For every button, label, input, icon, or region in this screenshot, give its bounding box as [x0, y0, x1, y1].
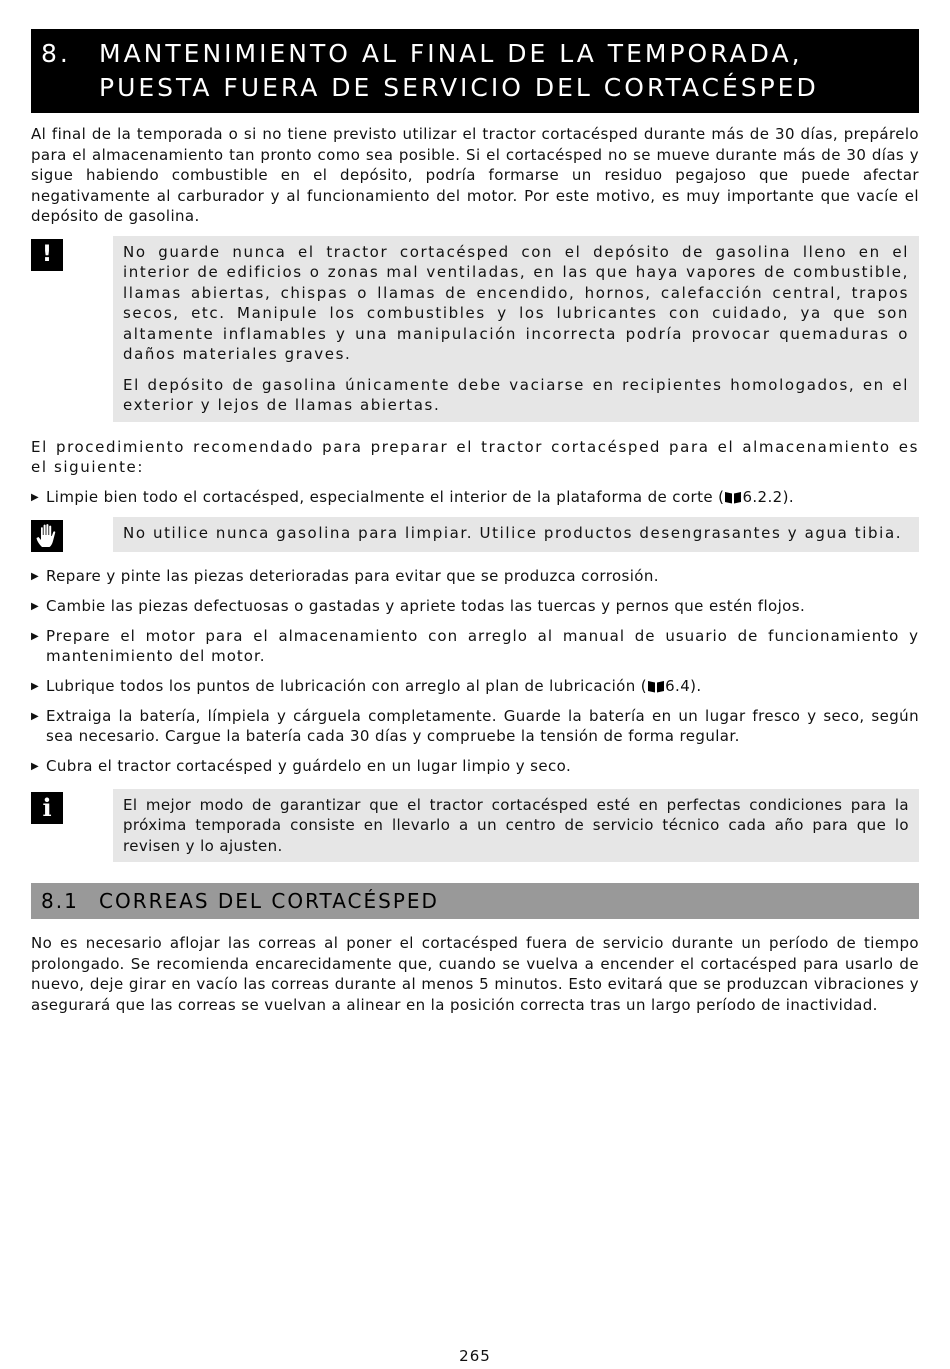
section-body: No es necesario aflojar las correas al poner el cortacésped fuera de servicio durante un período de tiempo prolongado. Se recomienda encarecidamente que, cuando se vuelva a encender el cortacésped para usarlo de nuevo, deje girar en vacío las correas durante al menos 5 minutos. Esto evitará que se produzcan vibraciones y asegurará que las correas se vuelvan a alinear en la posición correcta tras un largo período de inactividad.: [31, 934, 919, 1014]
stop-note-text: No utilice nunca gasolina para limpiar. Utilice productos desengrasantes y agua tibia.: [123, 523, 903, 542]
page-number: 265: [459, 1347, 491, 1365]
book-icon: [724, 491, 742, 503]
step-7-text: Cubra el tractor cortacésped y guárdelo en un lugar limpio y seco.: [46, 756, 572, 775]
step-6-text: Extraiga la batería, límpiela y cárguela completamente. Guarde la batería en un lugar fresco y seco, según sea necesario. Cargue la batería cada 30 días y compruebe la tensión de forma regular.: [46, 706, 919, 745]
step-3: [31, 596, 919, 617]
bullet-arrow-icon: ▶: [31, 630, 40, 642]
section-number: 8.1: [41, 889, 79, 913]
chapter-title: [31, 29, 919, 113]
bullet-arrow-icon: ▶: [31, 760, 40, 772]
step-1-text: Limpie bien todo el cortacésped, especialmente el interior de la plataforma de corte (: [46, 487, 725, 506]
stop-box: [113, 517, 919, 552]
step-7: [31, 756, 919, 777]
step-2-text: Repare y pinte las piezas deterioradas para evitar que se produzca corrosión.: [46, 566, 659, 585]
chapter-title-line1: MANTENIMIENTO AL FINAL DE LA TEMPORADA,: [99, 39, 803, 68]
book-icon: [647, 680, 665, 692]
bullet-arrow-icon: ▶: [31, 680, 40, 692]
step-5-text: Lubrique todos los puntos de lubricación con arreglo al plan de lubricación (: [46, 676, 648, 695]
warning-paragraph-2: El depósito de gasolina únicamente debe vaciarse en recipientes homologados, en el exterior y lejos de llamas abiertas.: [123, 375, 909, 414]
info-box: [113, 789, 919, 863]
bullet-arrow-icon: ▶: [31, 491, 40, 503]
warning-note: [31, 236, 919, 422]
hand-stop-icon: [31, 520, 63, 552]
step-4-text: Prepare el motor para el almacenamiento con arreglo al manual de usuario de funcionamiento y mantenimiento del motor.: [46, 626, 919, 665]
step-3-text: Cambie las piezas defectuosas o gastadas y apriete todas las tuercas y pernos que estén flojos.: [46, 596, 806, 615]
step-5: [31, 676, 919, 697]
warning-box: [113, 236, 919, 422]
bullet-arrow-icon: ▶: [31, 570, 40, 582]
step-5-suffix: ).: [690, 676, 702, 695]
info-note: [31, 789, 919, 863]
info-note-text: El mejor modo de garantizar que el tractor cortacésped esté en perfectas condiciones para la próxima temporada consiste en llevarlo a un centro de servicio técnico cada año para que lo revisen y lo ajusten.: [123, 795, 909, 855]
step-4: [31, 626, 919, 667]
procedure-intro: El procedimiento recomendado para preparar el tractor cortacésped para el almacenamiento es el siguiente:: [31, 437, 919, 476]
exclamation-icon: !: [31, 239, 63, 271]
stop-note: [31, 517, 919, 552]
step-2: [31, 566, 919, 587]
step-1-suffix: ).: [782, 487, 795, 506]
warning-paragraph-1: No guarde nunca el tractor cortacésped con el depósito de gasolina lleno en el interior de edificios o zonas mal ventiladas, en las que haya vapores de combustible, llamas abiertas, chispas o llamas de encendido, hornos, calefacción central, trapos secos, etc. Manipule los combustibles y los lubricantes con cuidado, ya que son altamente inflamables y una manipulación incorrecta podría provocar quemaduras o daños materiales graves.: [123, 242, 909, 363]
step-5-ref: 6.4: [665, 676, 691, 695]
chapter-number: 8.: [41, 39, 71, 68]
intro-paragraph: Al final de la temporada o si no tiene previsto utilizar el tractor cortacésped durante más de 30 días, prepárelo para el almacenamiento tan pronto como sea posible. Si el cortacésped no se mueve durante más de 30 días y sigue habiendo combustible en el depósito, podría formarse un residuo pegajoso que puede afectar negativamente al carburador y al funcionamiento del motor. Por este motivo, es muy importante que vacíe el depósito de gasolina.: [31, 125, 919, 225]
chapter-title-line2: PUESTA FUERA DE SERVICIO DEL CORTACÉSPED: [99, 73, 819, 102]
section-title-text: CORREAS DEL CORTACÉSPED: [99, 889, 439, 913]
step-6: [31, 706, 919, 747]
step-1-ref: 6.2.2: [742, 487, 783, 506]
bullet-arrow-icon: ▶: [31, 600, 40, 612]
section-title: [31, 883, 919, 919]
info-icon: i: [31, 792, 63, 824]
bullet-arrow-icon: ▶: [31, 710, 40, 722]
page-content: [31, 29, 919, 1015]
step-1: [31, 487, 919, 508]
